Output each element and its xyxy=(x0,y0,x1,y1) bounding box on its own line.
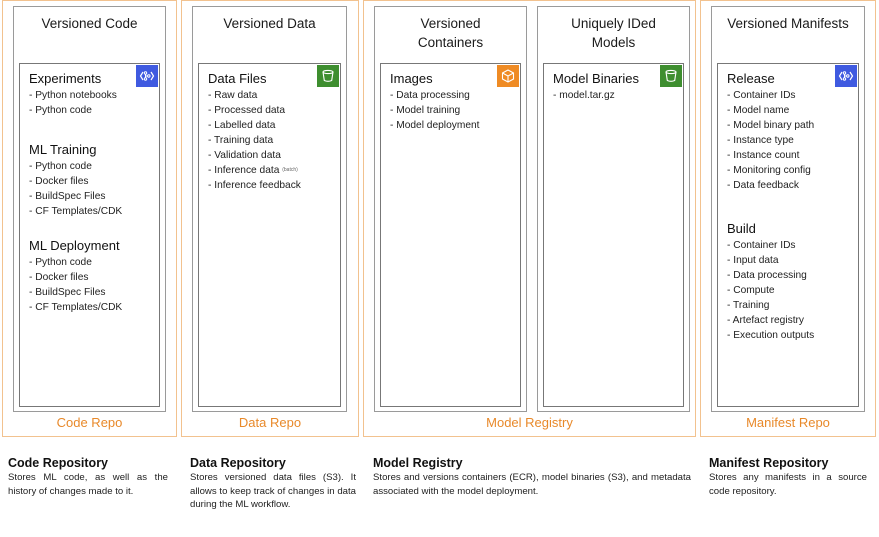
data-repository-description xyxy=(190,455,356,512)
description-title: Data Repository xyxy=(190,456,286,470)
experiments-group xyxy=(29,70,117,118)
model-binaries-group xyxy=(553,70,639,103)
versioned-manifests-title: Versioned Manifests xyxy=(727,16,849,31)
versioned-data-panel xyxy=(192,6,347,412)
description-title: Model Registry xyxy=(373,456,463,470)
group-title: Images xyxy=(390,71,433,86)
list-item: - Processed data xyxy=(208,103,301,118)
list-item: - Execution outputs xyxy=(727,328,814,343)
list-item: - Training xyxy=(727,298,814,313)
list-item: - BuildSpec Files xyxy=(29,285,122,300)
list-item: - Instance count xyxy=(727,148,814,163)
manifest-repo-section xyxy=(700,0,876,437)
model-registry-description xyxy=(373,455,691,498)
versioned-containers-title-text: Versioned Containers xyxy=(417,16,484,50)
list-item: - Model deployment xyxy=(390,118,479,133)
group-title: Experiments xyxy=(29,71,102,86)
model-registry-label: Model Registry xyxy=(486,415,573,430)
list-item: - model.tar.gz xyxy=(553,88,639,103)
s3-bucket-icon xyxy=(660,65,682,87)
versioned-containers-title xyxy=(375,14,526,52)
list-item: - Validation data xyxy=(208,148,301,163)
codecommit-icon xyxy=(835,65,857,87)
description-text: Stores any manifests in a source code repository. xyxy=(709,472,867,497)
list-item: - Data processing xyxy=(390,88,479,103)
list-item: - Python code xyxy=(29,159,122,174)
data-repo-section xyxy=(181,0,359,437)
code-repo-label: Code Repo xyxy=(56,415,123,430)
inference-note: (batch) xyxy=(282,167,298,173)
list-item: - Model training xyxy=(390,103,479,118)
list-item-inference-data xyxy=(208,163,301,178)
list-item: - Labelled data xyxy=(208,118,301,133)
list-item: - Python notebooks xyxy=(29,88,117,103)
list-item: - BuildSpec Files xyxy=(29,189,122,204)
release-group xyxy=(727,70,814,193)
group-title: Build xyxy=(727,221,756,236)
build-group xyxy=(727,220,814,343)
list-item: - Compute xyxy=(727,283,814,298)
manifest-repo-label: Manifest Repo xyxy=(746,415,830,430)
list-item: - Data processing xyxy=(727,268,814,283)
list-item: - Container IDs xyxy=(727,238,814,253)
model-registry-section xyxy=(363,0,696,437)
data-files-box xyxy=(198,63,341,407)
list-item: - Python code xyxy=(29,255,122,270)
list-item-text: Inference data xyxy=(214,165,280,177)
list-item: - CF Templates/CDK xyxy=(29,300,122,315)
versioned-containers-panel xyxy=(374,6,527,412)
list-item: - CF Templates/CDK xyxy=(29,204,122,219)
uniquely-ided-models-panel xyxy=(537,6,690,412)
group-title: Model Binaries xyxy=(553,71,639,86)
list-item: - Raw data xyxy=(208,88,301,103)
versioned-manifests-panel xyxy=(711,6,865,412)
list-item: - Data feedback xyxy=(727,178,814,193)
versioned-code-panel xyxy=(13,6,166,412)
list-item: - Instance type xyxy=(727,133,814,148)
description-text: Stores versioned data files (S3). It allows to keep track of changes in data during the ML workflow. xyxy=(190,472,356,510)
list-item: - Python code xyxy=(29,103,117,118)
description-title: Code Repository xyxy=(8,456,109,470)
s3-bucket-icon xyxy=(317,65,339,87)
uniquely-ided-models-title-text: Uniquely IDed Models xyxy=(571,16,656,50)
code-repository-description xyxy=(8,455,168,498)
manifest-repository-description xyxy=(709,455,867,498)
group-title: Data Files xyxy=(208,71,267,86)
versioned-code-title: Versioned Code xyxy=(41,16,138,31)
description-text: Stores and versions containers (ECR), model binaries (S3), and metadata associated with the model deployment. xyxy=(373,472,691,497)
list-item: - Inference feedback xyxy=(208,178,301,193)
data-files-group xyxy=(208,70,301,193)
group-title: Release xyxy=(727,71,775,86)
list-item: - Docker files xyxy=(29,174,122,189)
list-item: - Training data xyxy=(208,133,301,148)
code-files-box xyxy=(19,63,160,407)
manifests-box xyxy=(717,63,859,407)
uniquely-ided-models-title xyxy=(538,14,689,52)
list-item: - Model binary path xyxy=(727,118,814,133)
versioned-data-title: Versioned Data xyxy=(223,16,316,31)
model-binaries-box xyxy=(543,63,684,407)
ecr-icon xyxy=(497,65,519,87)
list-item: - Artefact registry xyxy=(727,313,814,328)
ml-training-group xyxy=(29,141,122,219)
list-item: - Model name xyxy=(727,103,814,118)
description-text: Stores ML code, as well as the history of changes made to it. xyxy=(8,472,168,497)
list-item: - Docker files xyxy=(29,270,122,285)
group-title: ML Training xyxy=(29,142,97,157)
description-title: Manifest Repository xyxy=(709,456,829,470)
data-repo-label: Data Repo xyxy=(238,415,302,430)
list-item: - Container IDs xyxy=(727,88,814,103)
images-box xyxy=(380,63,521,407)
list-item: - Monitoring config xyxy=(727,163,814,178)
group-title: ML Deployment xyxy=(29,238,120,253)
list-item: - Input data xyxy=(727,253,814,268)
codecommit-icon xyxy=(136,65,158,87)
code-repo-section xyxy=(2,0,177,437)
images-group xyxy=(390,70,479,133)
ml-deployment-group xyxy=(29,237,122,315)
